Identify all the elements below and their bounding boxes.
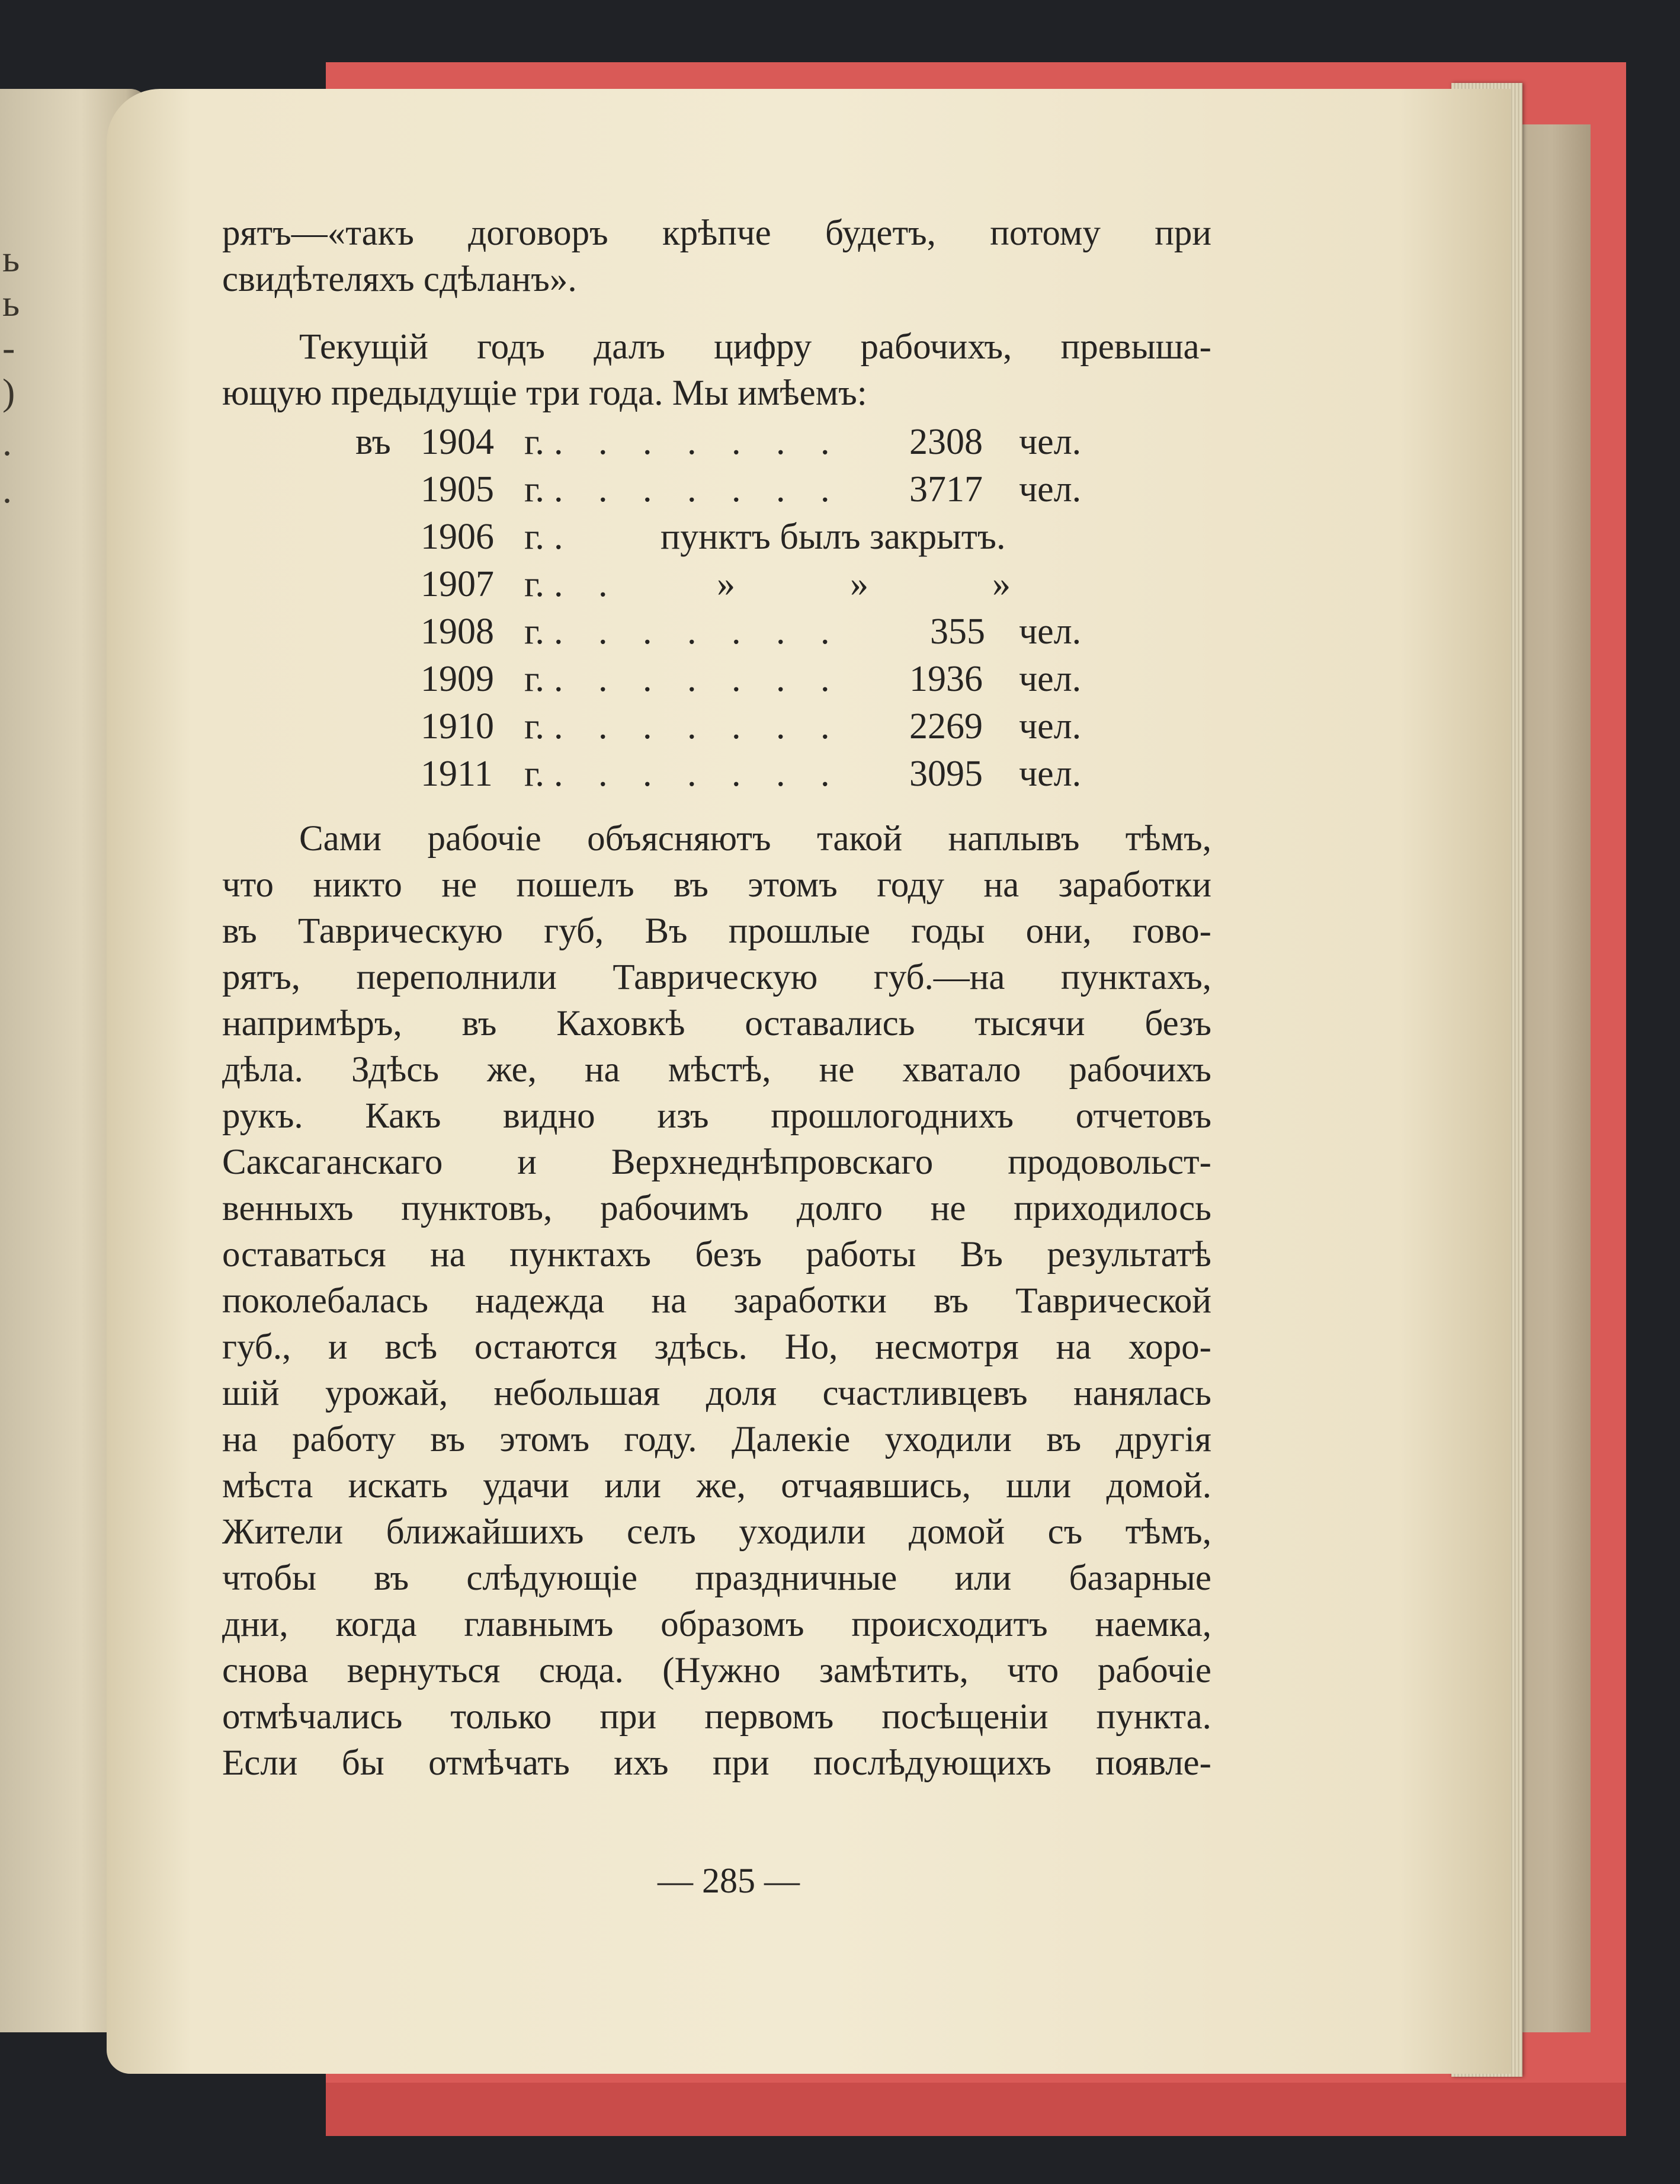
row-year-abbrev: г. bbox=[524, 422, 544, 462]
text-line: снова вернуться сюда. (Нужно замѣтить, что рабочіе bbox=[222, 1651, 1211, 1690]
row-year-abbrev: г. bbox=[524, 659, 544, 699]
row-year-abbrev: г. bbox=[524, 564, 544, 604]
row-unit: чел. bbox=[1019, 469, 1082, 510]
row-unit: чел. bbox=[1019, 422, 1082, 462]
table-row bbox=[222, 703, 1211, 751]
text-line: ющую предыдущіе три года. Мы имѣемъ: bbox=[222, 373, 867, 413]
table-row bbox=[222, 561, 1211, 609]
text-line: чтобы въ слѣдующіе праздничные или базарные bbox=[222, 1558, 1211, 1598]
row-count: 3717 bbox=[909, 469, 983, 510]
cover-bottom-band bbox=[326, 2083, 1626, 2136]
text-line: что никто не пошелъ въ этомъ году на заработки bbox=[222, 865, 1211, 905]
row-year: 1908 bbox=[421, 611, 494, 652]
row-count: 355 bbox=[930, 611, 985, 652]
row-prefix: въ bbox=[355, 422, 391, 462]
page-text bbox=[222, 210, 1211, 1786]
ditto-mark: » bbox=[850, 564, 868, 604]
facing-page-char: - bbox=[2, 326, 15, 369]
row-leader-dots: . . . . . . . bbox=[554, 422, 843, 462]
row-count: 2308 bbox=[909, 422, 983, 462]
row-year-abbrev: г. bbox=[524, 611, 544, 652]
text-line: рятъ—«такъ договоръ крѣпче будетъ, потому при bbox=[222, 213, 1211, 253]
text-line: дѣла. Здѣсь же, на мѣстѣ, не хватало рабочихъ bbox=[222, 1050, 1211, 1090]
row-year: 1906 bbox=[421, 517, 494, 557]
text-line: Текущій годъ далъ цифру рабочихъ, превыша- bbox=[299, 327, 1211, 367]
text-line: въ Таврическую губ, Въ прошлые годы они, гово- bbox=[222, 911, 1211, 951]
text-line: шій урожай, небольшая доля счастливцевъ нанялась bbox=[222, 1373, 1211, 1413]
worker-count-table bbox=[222, 419, 1211, 798]
row-year: 1909 bbox=[421, 659, 494, 699]
row-leader-dots: . . . . . . . bbox=[554, 611, 843, 652]
facing-page-char: . bbox=[2, 469, 12, 511]
row-unit: чел. bbox=[1019, 659, 1082, 699]
text-line: напримѣръ, въ Каховкѣ оставались тысячи безъ bbox=[222, 1004, 1211, 1043]
row-leader-dots: . . . . . . . bbox=[554, 659, 843, 699]
row-leader-dots: . . . . . . . bbox=[554, 754, 843, 794]
row-leader-dots: . . bbox=[554, 564, 621, 604]
facing-page-char: ) bbox=[2, 371, 15, 413]
text-line: Жители ближайшихъ селъ уходили домой съ тѣмъ, bbox=[222, 1512, 1211, 1552]
row-year: 1905 bbox=[421, 469, 494, 510]
page-number: — 285 — bbox=[658, 1861, 800, 1900]
row-year-abbrev: г. bbox=[524, 469, 544, 510]
row-count: 1936 bbox=[909, 659, 983, 699]
table-row bbox=[222, 514, 1211, 561]
text-line: рукъ. Какъ видно изъ прошлогоднихъ отчетовъ bbox=[222, 1096, 1211, 1136]
text-line: Сами рабочіе объясняютъ такой наплывъ тѣмъ, bbox=[299, 819, 1211, 859]
facing-page-char: ь bbox=[2, 238, 20, 280]
row-leader-dots: . . . . . . . bbox=[554, 469, 843, 510]
text-line: отмѣчались только при первомъ посѣщеніи пункта. bbox=[222, 1697, 1211, 1737]
row-year-abbrev: г. bbox=[524, 517, 544, 557]
row-unit: чел. bbox=[1019, 754, 1082, 794]
text-line: свидѣтеляхъ сдѣланъ». bbox=[222, 260, 577, 299]
text-line: Саксаганскаго и Верхнеднѣпровскаго продовольст- bbox=[222, 1142, 1211, 1182]
row-year-abbrev: г. bbox=[524, 754, 544, 794]
table-row bbox=[222, 609, 1211, 656]
text-line: мѣста искать удачи или же, отчаявшись, шли домой. bbox=[222, 1466, 1211, 1506]
text-line: рятъ, переполнили Таврическую губ.—на пунктахъ, bbox=[222, 957, 1211, 997]
ditto-mark: » bbox=[992, 564, 1011, 604]
row-year: 1910 bbox=[421, 706, 494, 747]
row-count: 2269 bbox=[909, 706, 983, 747]
row-year-abbrev: г. bbox=[524, 706, 544, 747]
text-line: на работу въ этомъ году. Далекіе уходили въ другія bbox=[222, 1420, 1211, 1459]
facing-page-char: ь bbox=[2, 282, 20, 324]
table-row bbox=[222, 419, 1211, 466]
ditto-mark: » bbox=[717, 564, 735, 604]
text-line: оставаться на пунктахъ безъ работы Въ результатѣ bbox=[222, 1235, 1211, 1274]
row-count: 3095 bbox=[909, 754, 983, 794]
text-line: поколебалась надежда на заработки въ Таврической bbox=[222, 1281, 1211, 1321]
text-line: губ., и всѣ остаются здѣсь. Но, несмотря на хоро- bbox=[222, 1327, 1211, 1367]
text-line: венныхъ пунктовъ, рабочимъ долго не приходилось bbox=[222, 1189, 1211, 1228]
row-note: пунктъ былъ закрытъ. bbox=[661, 517, 1006, 557]
table-row bbox=[222, 751, 1211, 798]
text-line: дни, когда главнымъ образомъ происходитъ наемка, bbox=[222, 1605, 1211, 1644]
row-leader-dots: . . . . . . . bbox=[554, 706, 843, 747]
row-unit: чел. bbox=[1019, 611, 1082, 652]
table-row bbox=[222, 656, 1211, 703]
facing-page-char: . bbox=[2, 421, 12, 463]
table-row bbox=[222, 466, 1211, 514]
row-year: 1904 bbox=[421, 422, 494, 462]
row-year: 1911 bbox=[421, 754, 493, 794]
row-unit: чел. bbox=[1019, 706, 1082, 747]
row-leader-dots: . bbox=[554, 517, 576, 557]
text-line: Если бы отмѣчать ихъ при послѣдующихъ появле- bbox=[222, 1743, 1211, 1783]
row-year: 1907 bbox=[421, 564, 494, 604]
